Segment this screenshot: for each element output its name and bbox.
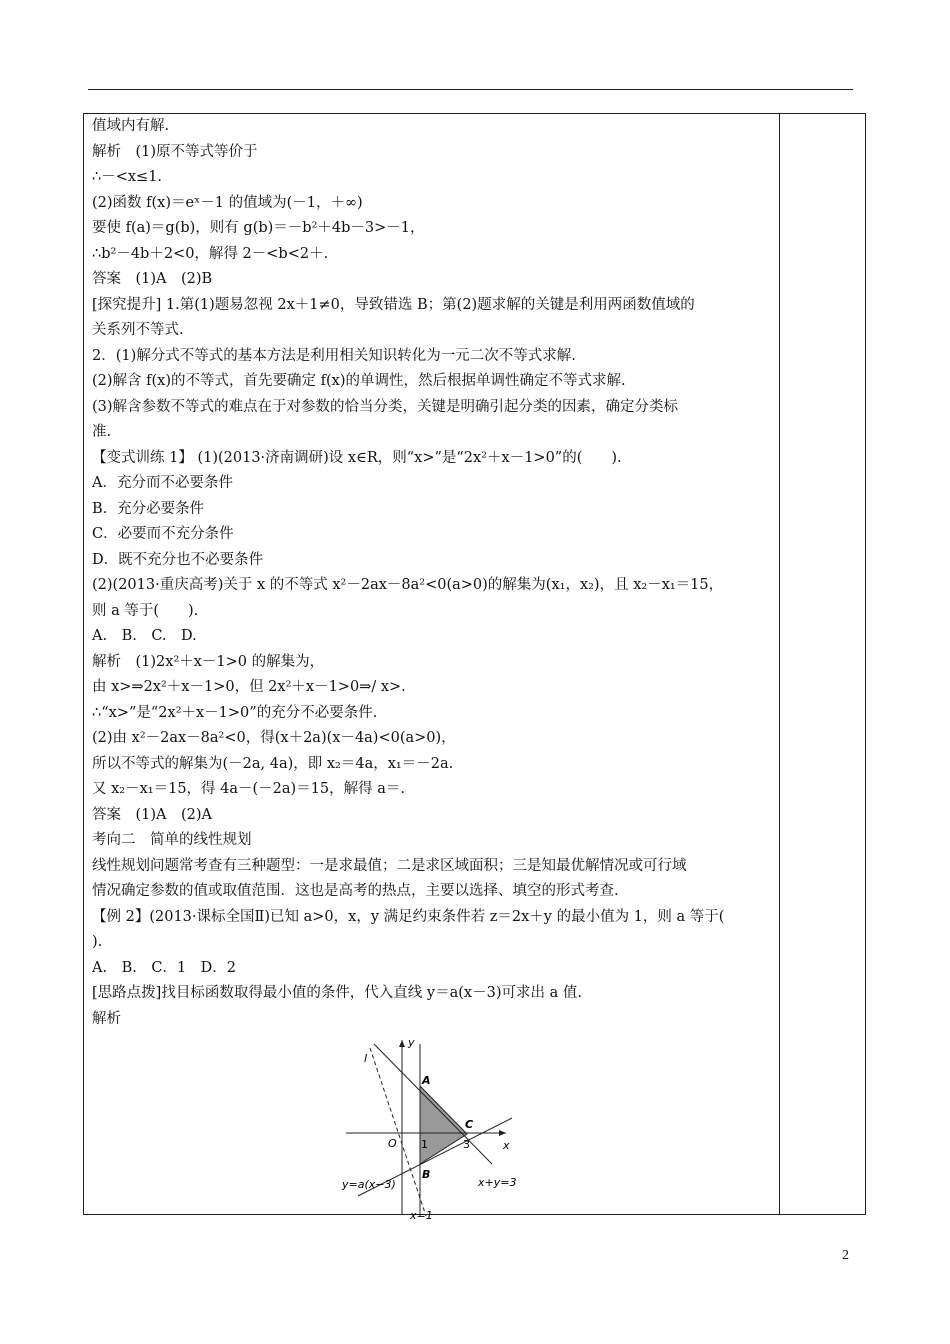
text-line: 答案 (1)A (2)A (92, 806, 213, 823)
text-line: 所以不等式的解集为(－2a, 4a)，即 x₂＝4a，x₁＝－2a. (92, 755, 454, 772)
label-one: 1 (421, 1138, 428, 1151)
text-line: 由 x>⇒2x²＋x－1>0，但 2x²＋x－1>0⇒/ x>. (92, 679, 406, 695)
text-line: ∴－<x≤1. (92, 169, 163, 185)
text-line: (3)解含参数不等式的难点在于对参数的恰当分类，关键是明确引起分类的因素，确定分类标 (92, 398, 679, 415)
text-line: 解析 (1)原不等式等价于 (92, 143, 258, 160)
text-line: 情况确定参数的值或取值范围．这也是高考的热点，主要以选择、填空的形式考查. (92, 883, 619, 899)
text-line: D．既不充分也不必要条件 (92, 551, 264, 568)
text-line: 【例 2】(2013·课标全国Ⅱ)已知 a>0，x，y 满足约束条件若 z＝2x＋y 的最小值为 1，则 a 等于( (92, 908, 725, 925)
page-number: 2 (842, 1248, 849, 1263)
x-axis-arrow (499, 1130, 506, 1136)
label-y: y (408, 1036, 415, 1049)
text-line: (2)解含 f(x)的不等式，首先要确定 f(x)的单调性，然后根据单调性确定不等式求解. (92, 373, 626, 389)
label-C: C (465, 1118, 474, 1131)
text-line: 解析 (92, 1010, 121, 1027)
label-A: A (422, 1074, 431, 1087)
text-line: ). (92, 934, 103, 950)
header-rule (88, 89, 853, 90)
label-line-x1: x=1 (410, 1209, 433, 1221)
text-line: [思路点拨]找目标函数取得最小值的条件，代入直线 y＝a(x－3)可求出 a 值. (92, 985, 582, 1001)
label-line-bottom: y=a(x−3) (342, 1178, 396, 1191)
text-line: 关系列不等式. (92, 322, 184, 338)
text-line: [探究提升] 1.第(1)题易忽视 2x＋1≠0，导致错选 B；第(2)题求解的关键是利用两函数值域的 (92, 296, 695, 313)
text-line: B．充分必要条件 (92, 500, 205, 517)
text-line: ∴“x>”是“2x²＋x－1>0”的充分不必要条件. (92, 704, 378, 721)
text-line: ∴b²－4b＋2<0，解得 2－<b<2＋. (92, 245, 329, 262)
text-line: 又 x₂－x₁＝15，得 4a－(－2a)＝15，解得 a＝. (92, 781, 406, 797)
text-line: 解析 (1)2x²＋x－1>0 的解集为， (92, 653, 325, 670)
label-three: 3 (463, 1138, 470, 1151)
text-line: C．必要而不充分条件 (92, 526, 234, 542)
text-line: 要使 f(a)＝g(b)，则有 g(b)＝－b²＋4b－3>－1， (92, 220, 425, 236)
text-line: (2)(2013·重庆高考)关于 x 的不等式 x²－2ax－8a²<0(a>0)的解集为(x₁，x₂)，且 x₂－x₁＝15， (92, 577, 724, 593)
label-line-sum: x+y=3 (478, 1176, 517, 1189)
label-B: B (422, 1168, 431, 1181)
text-line: (2)函数 f(x)＝eˣ－1 的值域为(－1，＋∞) (92, 194, 363, 211)
y-axis-arrow (399, 1040, 405, 1047)
text-line: A. B. C. D. (92, 628, 197, 644)
text-line: 则 a 等于( ). (92, 602, 199, 619)
label-x: x (503, 1139, 510, 1152)
label-origin: O (388, 1137, 397, 1150)
text-line: 准. (92, 424, 112, 440)
text-line: (2)由 x²－2ax－8a²<0，得(x＋2a)(x－4a)<0(a>0)， (92, 730, 456, 746)
text-line: A. B. C．1 D．2 (92, 959, 237, 976)
text-line: 线性规划问题常考查有三种题型：一是求最值；二是求区域面积；三是知最优解情况或可行域 (92, 857, 687, 874)
linear-programming-figure (340, 1036, 530, 1221)
content-cell (92, 114, 774, 1221)
text-line: 【变式训练 1】 (1)(2013·济南调研)设 x∈R，则“x>”是“2x²＋x－1>0”的( ). (92, 449, 622, 466)
text-line: A．充分而不必要条件 (92, 475, 233, 491)
text-line: 值域内有解. (92, 118, 170, 134)
text-line: 2．(1)解分式不等式的基本方法是利用相关知识转化为一元二次不等式求解. (92, 347, 576, 364)
table-column-divider (779, 113, 780, 1215)
text-line: 答案 (1)A (2)B (92, 271, 213, 287)
label-l: l (364, 1052, 368, 1065)
section-heading: 考向二 简单的线性规划 (92, 832, 252, 848)
